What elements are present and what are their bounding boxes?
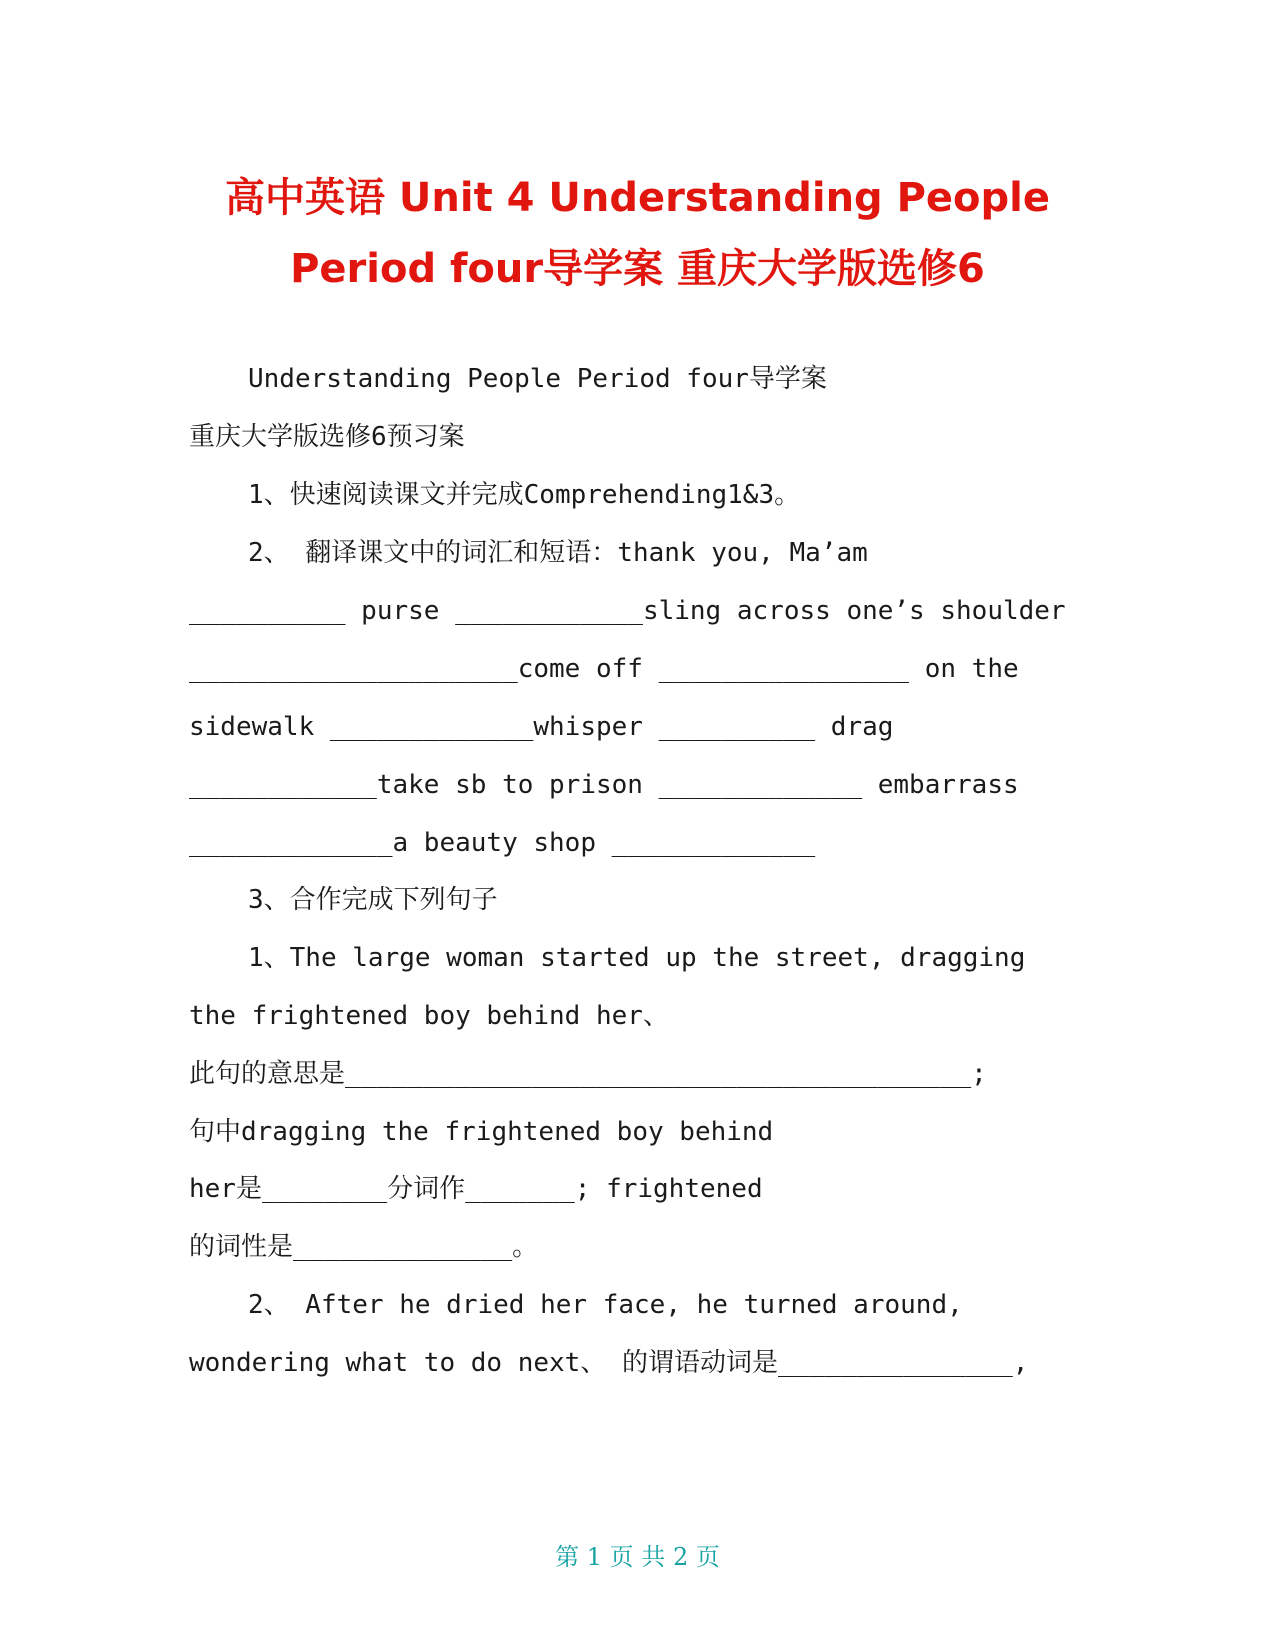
vocab-line: ____________take sb to prison _____________ embarrass <box>189 770 1019 800</box>
sentence-1-analysis: 的词性是______________。 <box>189 1232 539 1262</box>
task-2: 2、 翻译课文中的词汇和短语：thank you, Ma’am <box>248 538 868 568</box>
document-title-line-1: 高中英语 Unit 4 Understanding People <box>224 175 1051 221</box>
sentence-1-analysis: 句中dragging the frightened boy behind <box>189 1117 774 1147</box>
sentence-1-meaning: 此句的意思是________________________________________; <box>189 1059 987 1089</box>
vocab-line: sidewalk _____________whisper __________ drag <box>189 712 894 742</box>
sentence-1-cont: the frightened boy behind her、 <box>189 1001 669 1031</box>
task-1: 1、快速阅读课文并完成Comprehending1&3。 <box>248 480 801 510</box>
task-3: 3、合作完成下列句子 <box>248 885 498 915</box>
sentence-2-cont: wondering what to do next、 的谓语动词是_______________, <box>189 1348 1029 1378</box>
page-number: 第 1 页 共 2 页 <box>555 1543 720 1571</box>
subtitle-line: Understanding People Period four导学案 <box>248 364 827 394</box>
sentence-1: 1、The large woman started up the street, dragging <box>248 943 1026 973</box>
vocab-line: _____________a beauty shop _____________ <box>189 828 816 858</box>
vocab-line: _____________________come off ________________ on the <box>189 654 1019 684</box>
preview-heading: 重庆大学版选修6预习案 <box>189 422 465 452</box>
document-title-line-2: Period four导学案 重庆大学版选修6 <box>290 246 985 292</box>
vocab-line: __________ purse ____________sling across one’s shoulder <box>189 596 1066 626</box>
sentence-2: 2、 After he dried her face, he turned around, <box>248 1290 963 1320</box>
sentence-1-analysis: her是________分词作_______; frightened <box>189 1174 763 1204</box>
